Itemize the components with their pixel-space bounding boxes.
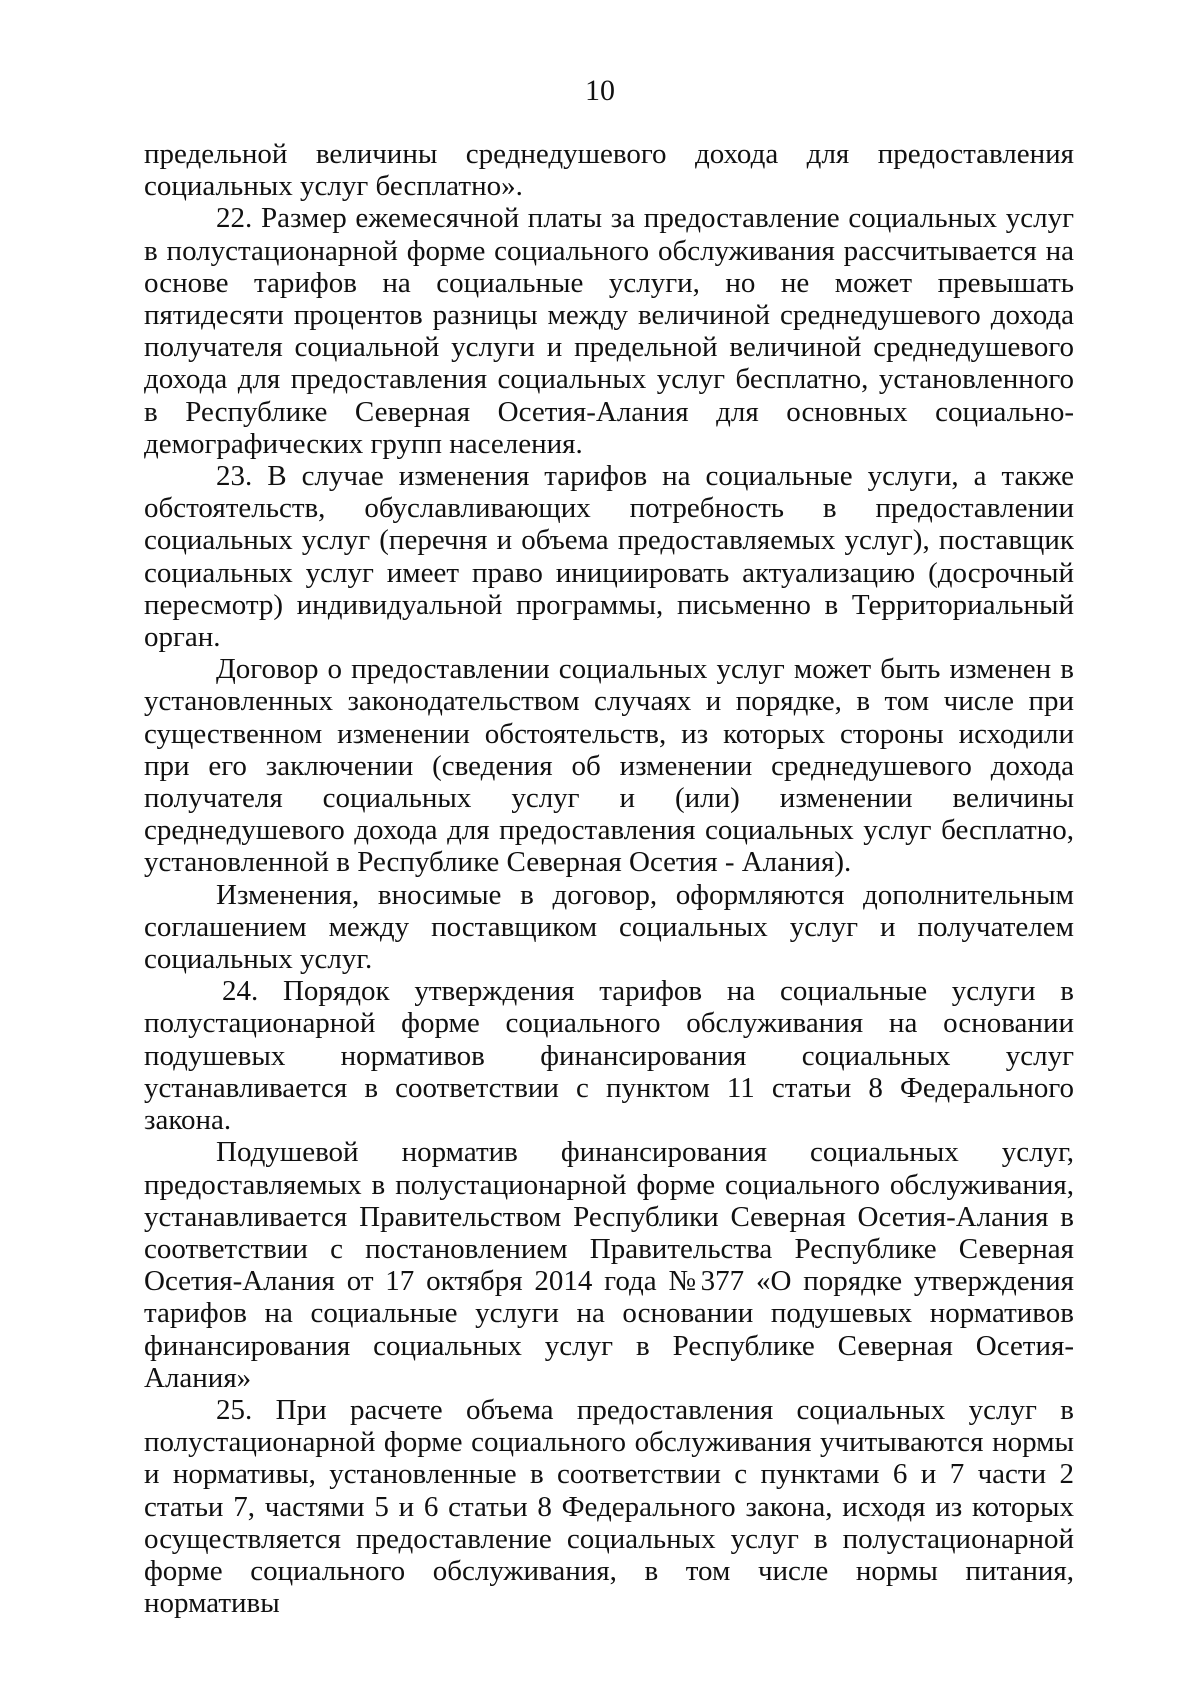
paragraph-per-capita-norm: Подушевой норматив финансирования социальных услуг, предоставляемых в полустационарной форме социального обслуживания, устанавливается Правительством Республики Северная Осетия-Алания в соответствии с постановлением Правительства Республике Северная Осетия-Алания от 17 октября 2014 года №377 «О порядке утверждения тарифов на социальные услуги на основании подушевых нормативов финансирования социальных услуг в Республике Северная Осетия-Алания» [144,1136,1074,1394]
paragraph-clause-22: 22. Размер ежемесячной платы за предоставление социальных услуг в полустационарной форме социального обслуживания рассчитывается на основе тарифов на социальные услуги, но не может превышать пятидесяти процентов разницы между величиной среднедушевого дохода получателя социальной услуги и предельной величиной среднедушевого дохода для предоставления социальных услуг бесплатно, установленного в Республике Северная Осетия-Алания для основных социально-демографических групп населения. [144,202,1074,460]
paragraph-clause-24: 24. Порядок утверждения тарифов на социальные услуги в полустационарной форме социального обслуживания на основании подушевых нормативов финансирования социальных услуг устанавливается в соответствии с пунктом 11 статьи 8 Федерального закона. [144,975,1074,1137]
page-number: 10 [585,74,615,107]
paragraph-clause-23: 23. В случае изменения тарифов на социальные услуги, а также обстоятельств, обуславливающих потребность в предоставлении социальных услуг (перечня и объема предоставляемых услуг), поставщик социальных услуг имеет право инициировать актуализацию (досрочный пересмотр) индивидуальной программы, письменно в Территориальный орган. [144,460,1074,654]
paragraph-additional-agreement: Изменения, вносимые в договор, оформляются дополнительным соглашением между поставщиком социальных услуг и получателем социальных услуг. [144,878,1074,976]
document-body [144,138,1074,1619]
paragraph-clause-25: 25. При расчете объема предоставления социальных услуг в полустационарной форме социального обслуживания учитываются нормы и нормативы, установленные в соответствии с пунктами 6 и 7 части 2 статьи 7, частями 5 и 6 статьи 8 Федерального закона, исходя из которых осуществляется предоставление социальных услуг в полустационарной форме социального обслуживания, в том числе нормы питания, нормативы [144,1393,1074,1620]
paragraph-continuation: предельной величины среднедушевого дохода для предоставления социальных услуг бесплатно». [144,138,1074,203]
paragraph-contract-amendment: Договор о предоставлении социальных услуг может быть изменен в установленных законодательством случаях и порядке, в том числе при существенном изменении обстоятельств, из которых стороны исходили при его заключении (сведения об изменении среднедушевого дохода получателя социальных услуг и (или) изменении величины среднедушевого дохода для предоставления социальных услуг бесплатно, установленной в Республике Северная Осетия - Алания). [144,653,1074,879]
